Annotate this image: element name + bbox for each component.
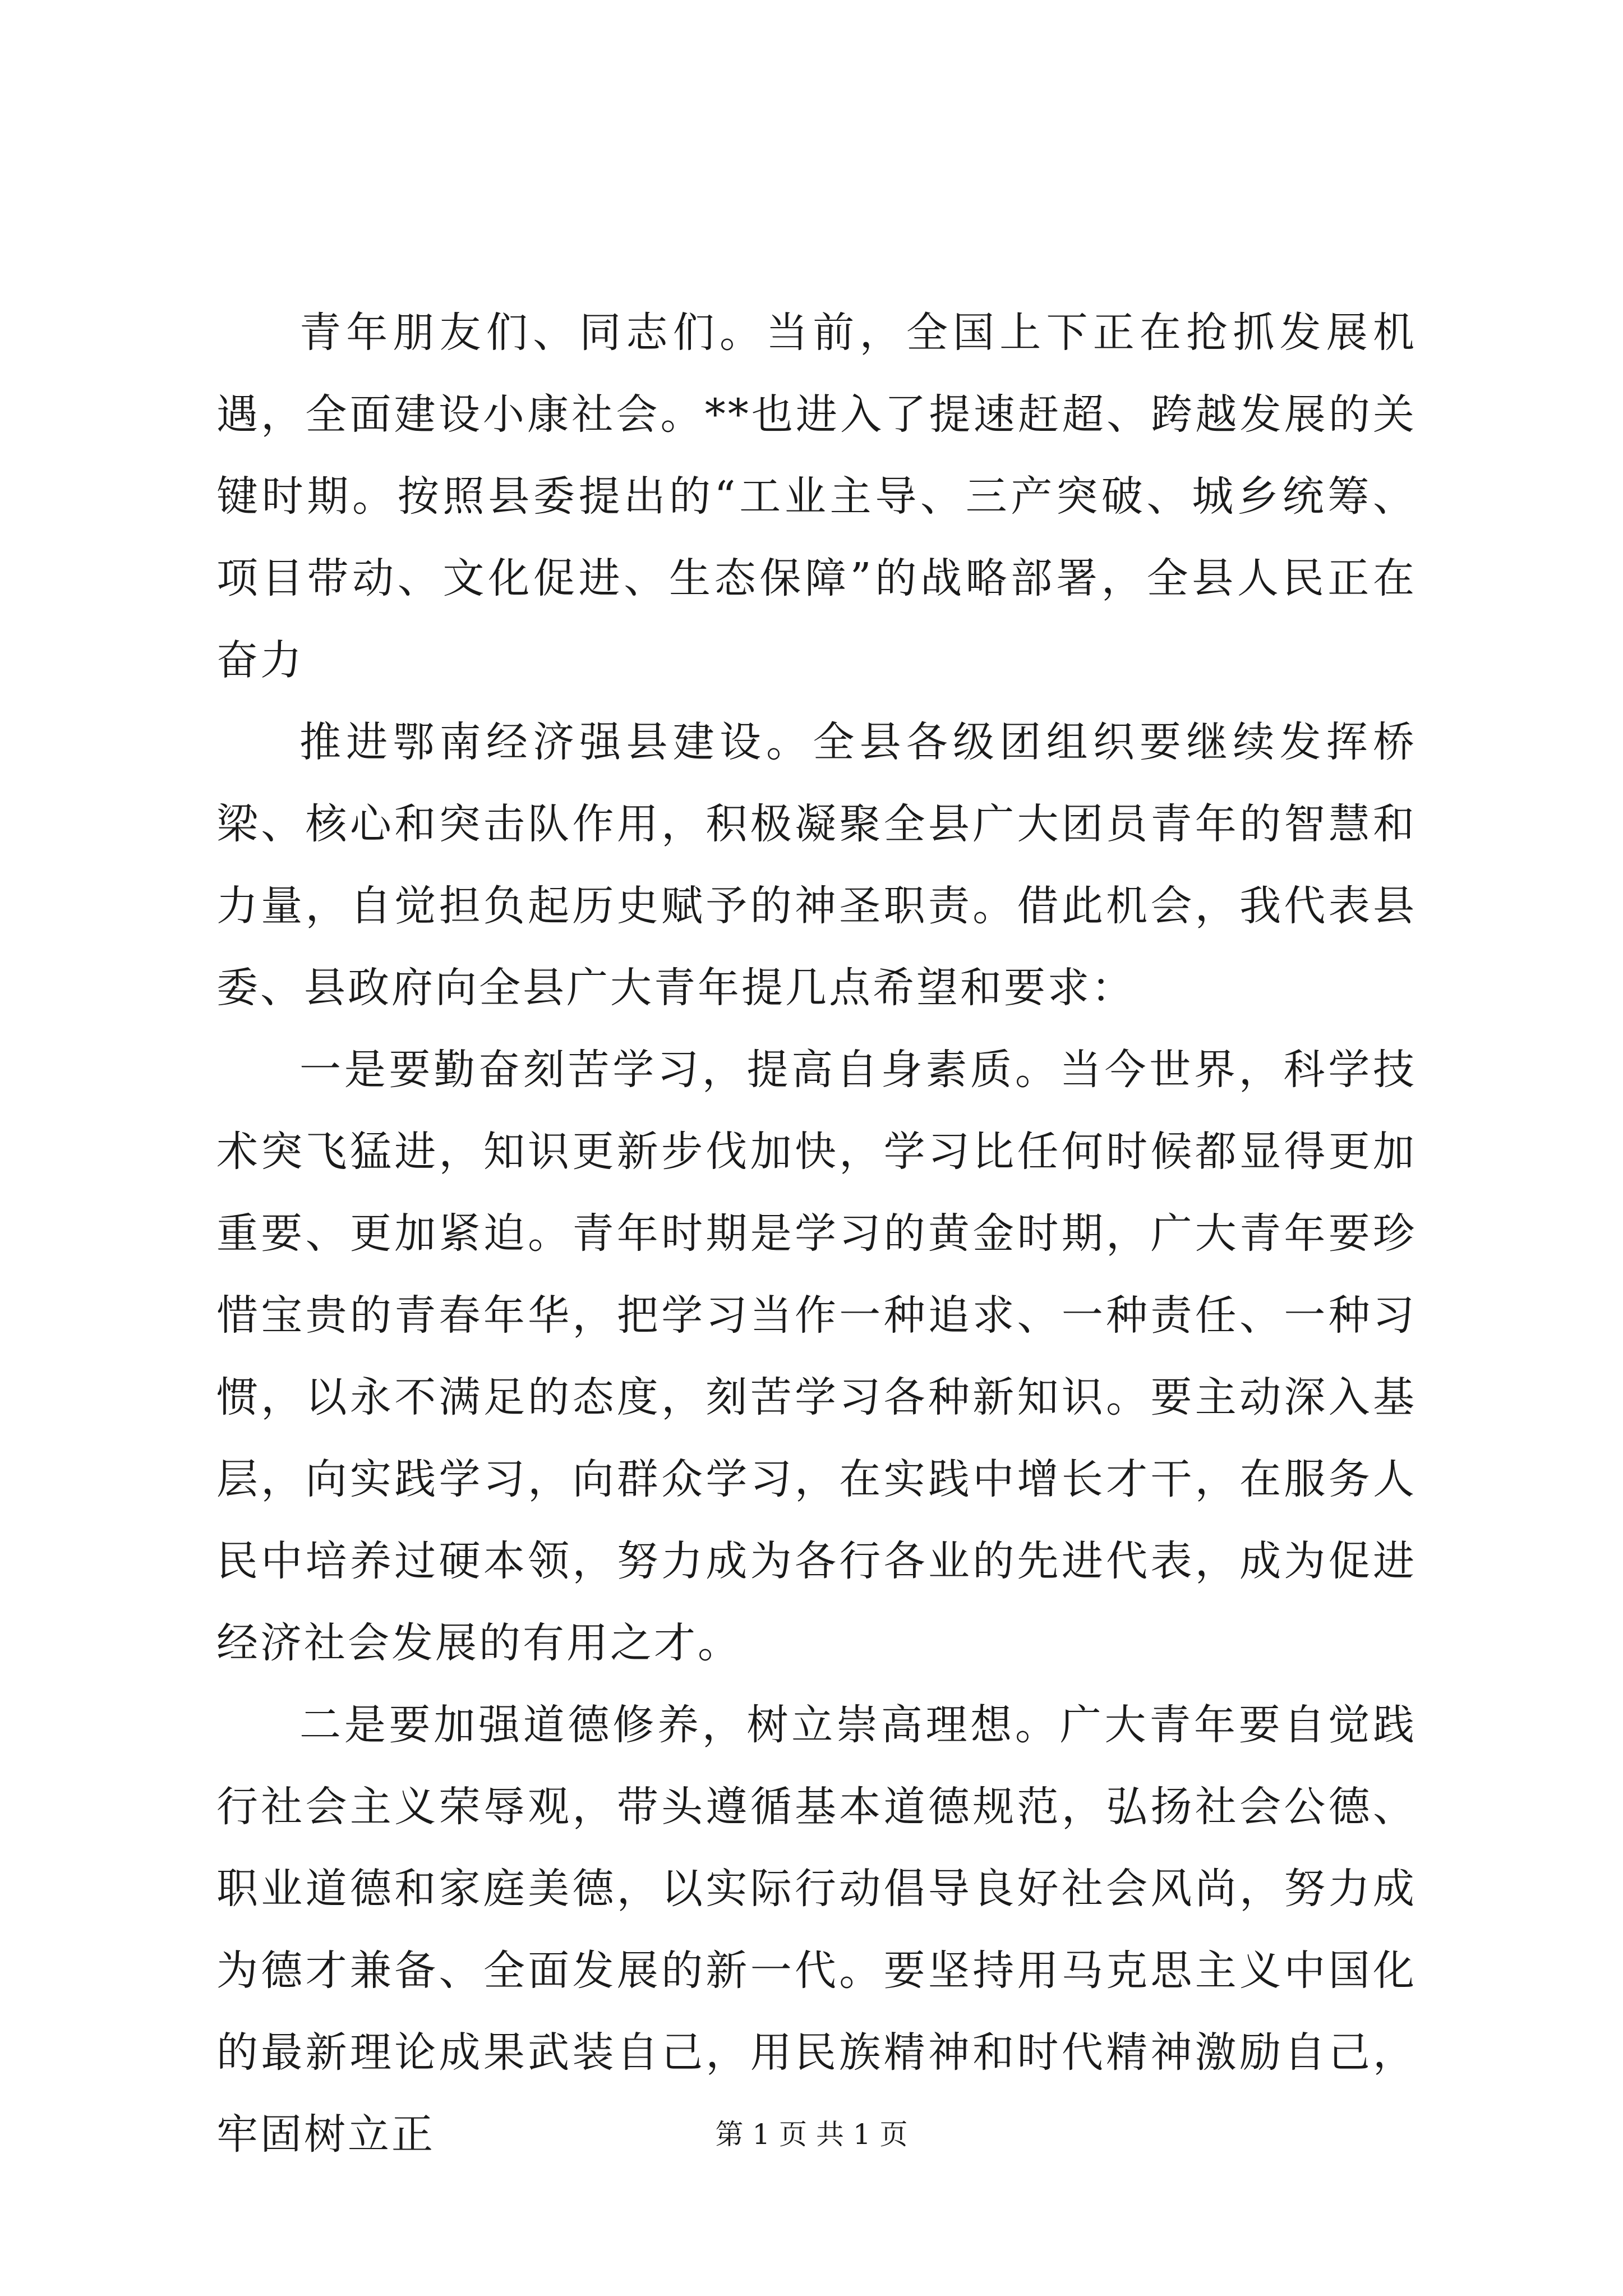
paragraph-3: 一是要勤奋刻苦学习，提高自身素质。当今世界，科学技术突飞猛进，知识更新步伐加快，学习比任何时候都显得更加重要、更加紧迫。青年时期是学习的黄金时期，广大青年要珍惜宝贵的青春年华，把学习当作一种追求、一种责任、一种习惯，以永不满足的态度，刻苦学习各种新知识。要主动深入基层，向实践学习，向群众学习，在实践中增长才干，在服务人民中培养过硬本领，努力成为各行各业的先进代表，成为促进经济社会发展的有用之才。 — [216, 1046, 1417, 1667]
paragraph-1: 青年朋友们、同志们。当前，全国上下正在抢抓发展机遇，全面建设小康社会。**也进入了提速赶超、跨越发展的关键时期。按照县委提出的“工业主导、三产突破、城乡统筹、项目带动、文化促进、生态保障”的战略部署，全县人民正在奋力 — [216, 309, 1417, 684]
paragraph-4: 二是要加强道德修养，树立崇高理想。广大青年要自觉践行社会主义荣辱观，带头遵循基本道德规范，弘扬社会公德、职业道德和家庭美德，以实际行动倡导良好社会风尚，努力成为德才兼备、全面发展的新一代。要坚持用马克思主义中国化的最新理论成果武装自己，用民族精神和时代精神激励自己，牢固树立正 — [216, 1701, 1417, 2159]
paragraph-2: 推进鄂南经济强县建设。全县各级团组织要继续发挥桥梁、核心和突击队作用，积极凝聚全县广大团员青年的智慧和力量，自觉担负起历史赋予的神圣职责。借此机会，我代表县委、县政府向全县广大青年提几点希望和要求： — [216, 718, 1417, 1012]
page-number-footer: 第 1 页 共 1 页 — [715, 2118, 908, 2151]
document-body — [216, 292, 1417, 2175]
